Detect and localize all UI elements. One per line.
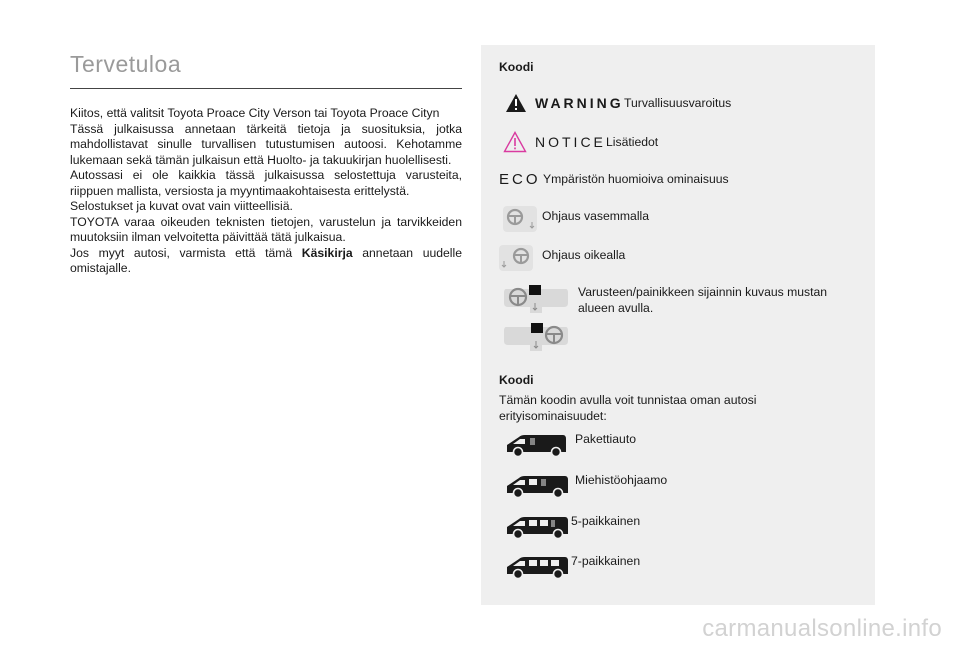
- intro-text: [70, 106, 462, 277]
- body-type-label: Miehistöohjaamo: [575, 473, 668, 487]
- seven-seater-icon: [505, 553, 571, 579]
- notice-triangle-icon: [503, 131, 527, 153]
- warning-label: WARNING: [535, 95, 624, 111]
- body-type-label: Pakettiauto: [575, 432, 636, 446]
- notice-label: NOTICE: [535, 134, 606, 150]
- intro-paragraph: Autossasi ei ole kaikkia tässä julkaisussa selostettuja varusteita, riippuen mallista, versiosta ja myyntimaakohtaisesta erittelystä.: [70, 168, 462, 198]
- manual-name: Käsikirja: [301, 245, 353, 260]
- page-title: Tervetuloa: [70, 51, 182, 77]
- intro-paragraph: Tässä julkaisussa annetaan tärkeitä tietoja ja suosituksia, jotka mahdollistavat sinulle turvallisen tutustumisen autoosi. Kehotamme lukemaan sekä tämän julkaisun että Huolto- ja takuukirjan huolellisesti.: [70, 121, 462, 167]
- location-description: Varusteen/painikkeen sijainnin kuvaus mustan alueen avulla.: [578, 285, 828, 315]
- title-divider: [70, 88, 462, 89]
- body-type-label: 7-paikkainen: [571, 554, 641, 568]
- dashboard-location-lhd-icon: [502, 283, 570, 315]
- dashboard-location-rhd-icon: [502, 321, 570, 353]
- eco-label: ECO: [499, 171, 541, 188]
- body-type-label: 5-paikkainen: [571, 514, 641, 528]
- rhd-description: Ohjaus oikealla: [542, 248, 626, 262]
- intro-paragraph: Kiitos, että valitsit Toyota Proace City Verson tai Toyota Proace Cityn: [70, 106, 440, 120]
- warning-description: Turvallisuusvaroitus: [624, 96, 732, 110]
- legend-heading: Koodi: [499, 60, 534, 74]
- panel-van-icon: [505, 431, 569, 457]
- intro-paragraph: TOYOTA varaa oikeuden teknisten tietojen, varustelun ja tarvikkeiden muutoksiin ilman velvoitetta päivittää tätä julkaisua.: [70, 214, 462, 244]
- body-code-description: Tämän koodin avulla voit tunnistaa oman autosi erityisominaisuudet:: [499, 393, 757, 423]
- intro-paragraph: Jos myyt autosi, varmista että tämä Käsikirja annetaan uudelle omistajalle.: [70, 245, 463, 275]
- eco-description: Ympäristön huomioiva ominaisuus: [543, 172, 729, 186]
- watermark-text: carmanualsonline.info: [702, 615, 942, 642]
- body-code-heading: Koodi: [499, 373, 534, 387]
- warning-triangle-icon: [505, 93, 527, 113]
- notice-description: Lisätiedot: [606, 135, 659, 149]
- intro-paragraph: Selostukset ja kuvat ovat vain viitteellisiä.: [70, 199, 293, 213]
- five-seater-icon: [505, 513, 571, 539]
- crew-cab-icon: [505, 472, 571, 498]
- right-hand-drive-icon: [499, 245, 533, 271]
- legend-panel: [481, 45, 875, 605]
- left-hand-drive-icon: [503, 206, 537, 232]
- lhd-description: Ohjaus vasemmalla: [542, 209, 650, 223]
- welcome-section: [70, 50, 462, 277]
